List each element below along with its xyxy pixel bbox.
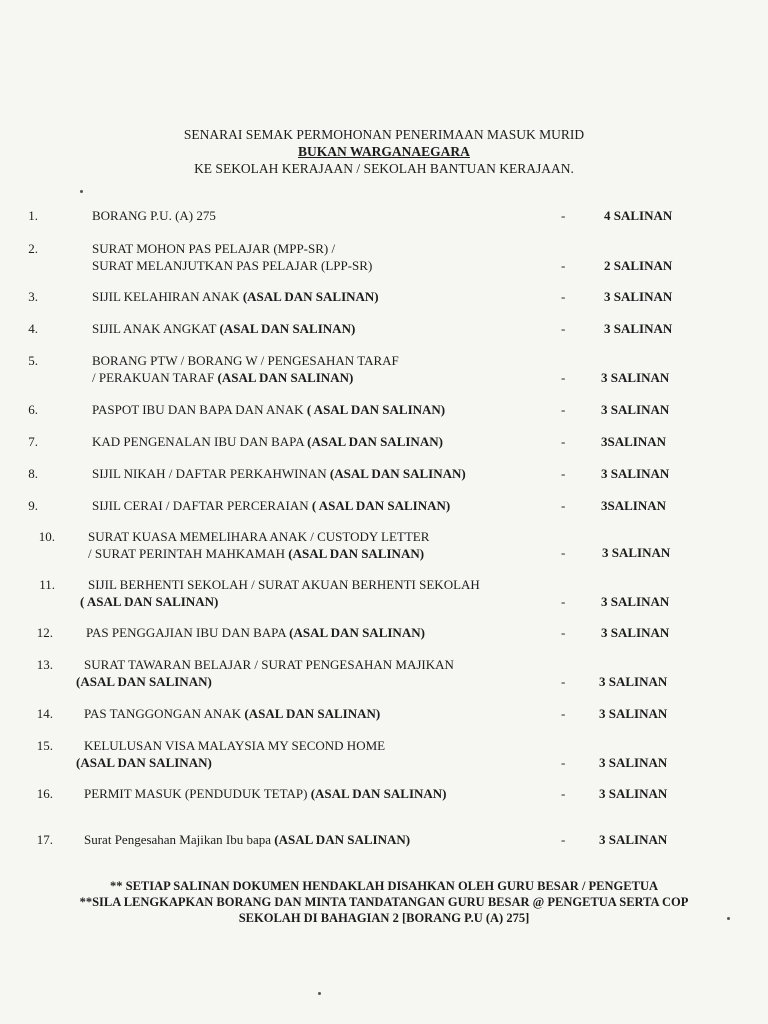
item-line-2	[88, 546, 424, 562]
item-line-2	[76, 674, 212, 690]
item-text: BORANG PTW / BORANG W / PENGESAHAN TARAF	[92, 353, 399, 368]
item-copies: 3 SALINAN	[601, 402, 670, 417]
item-copies: 3 SALINAN	[601, 594, 670, 609]
item-copies: 2 SALINAN	[604, 258, 673, 273]
item-line-1	[92, 466, 466, 482]
item-dash: -	[561, 755, 566, 770]
item-copies: 3 SALINAN	[604, 321, 673, 336]
item-copies: 3SALINAN	[601, 498, 667, 513]
item-dash: -	[561, 370, 566, 385]
footer-note-1: ** SETIAP SALINAN DOKUMEN HENDAKLAH DISAHKAN OLEH GURU BESAR / PENGETUA	[110, 879, 658, 893]
item-number: 12.	[36, 625, 53, 640]
footer-note-3: SEKOLAH DI BAHAGIAN 2 [BORANG P.U (A) 275]	[238, 911, 530, 925]
item-text: BORANG P.U. (A) 275	[92, 208, 216, 223]
item-line-1	[84, 832, 410, 848]
item-line-1	[92, 498, 450, 514]
item-text: SIJIL CERAI / DAFTAR PERCERAIAN	[92, 498, 312, 513]
header-scope: KE SEKOLAH KERAJAAN / SEKOLAH BANTUAN KERAJAAN.	[194, 161, 574, 176]
item-copies: 3 SALINAN	[601, 466, 670, 481]
item-number: 4.	[28, 321, 38, 336]
item-original-and-copy-note: (ASAL DAN SALINAN)	[329, 466, 466, 481]
item-line-1	[88, 529, 429, 545]
item-text: SIJIL ANAK ANGKAT	[92, 321, 220, 336]
item-line-1	[92, 402, 445, 418]
item-number: 13.	[36, 657, 53, 672]
item-number: 17.	[36, 832, 53, 847]
document-header	[0, 126, 768, 177]
item-number: 15.	[36, 738, 53, 753]
item-number: 2.	[28, 241, 38, 256]
item-dash: -	[561, 706, 566, 721]
item-number: 1.	[28, 208, 38, 223]
item-line-1	[92, 434, 443, 450]
item-copies: 3 SALINAN	[604, 289, 673, 304]
item-original-and-copy-note: ( ASAL DAN SALINAN)	[80, 594, 219, 609]
item-dash: -	[561, 498, 566, 513]
item-text: SURAT TAWARAN BELAJAR / SURAT PENGESAHAN MAJIKAN	[84, 657, 454, 672]
item-original-and-copy-note: (ASAL DAN SALINAN)	[289, 625, 425, 640]
scan-speck	[80, 190, 83, 193]
item-number: 14.	[36, 706, 53, 721]
item-line-1	[84, 738, 385, 754]
item-original-and-copy-note: (ASAL DAN SALINAN)	[217, 370, 354, 385]
document-footer	[0, 878, 768, 926]
scan-speck	[727, 917, 730, 920]
item-number: 11.	[39, 577, 55, 592]
item-copies: 3 SALINAN	[599, 786, 668, 801]
item-line-1	[84, 786, 447, 802]
item-number: 16.	[36, 786, 53, 801]
item-dash: -	[561, 832, 566, 847]
item-dash: -	[561, 434, 566, 449]
item-text: / PERAKUAN TARAF	[92, 370, 218, 385]
item-text: SIJIL NIKAH / DAFTAR PERKAHWINAN	[92, 466, 330, 481]
item-line-1	[88, 577, 480, 593]
item-dash: -	[561, 594, 566, 609]
item-copies: 3 SALINAN	[599, 706, 668, 721]
item-line-2	[80, 594, 218, 610]
item-copies: 3 SALINAN	[602, 545, 671, 560]
item-line-1	[92, 241, 335, 257]
item-dash: -	[561, 321, 566, 336]
item-dash: -	[561, 402, 566, 417]
item-dash: -	[561, 545, 566, 560]
item-text: SURAT KUASA MEMELIHARA ANAK / CUSTODY LETTER	[88, 529, 430, 544]
item-text: SURAT MOHON PAS PELAJAR (MPP-SR) /	[92, 241, 336, 256]
item-original-and-copy-note: (ASAL DAN SALINAN)	[76, 674, 212, 689]
item-copies: 3 SALINAN	[599, 755, 668, 770]
item-text: PAS TANGGONGAN ANAK	[84, 706, 245, 721]
item-original-and-copy-note: ( ASAL DAN SALINAN)	[306, 402, 446, 417]
item-text: KELULUSAN VISA MALAYSIA MY SECOND HOME	[84, 738, 386, 753]
item-number: 8.	[28, 466, 38, 481]
item-original-and-copy-note: (ASAL DAN SALINAN)	[307, 434, 443, 449]
item-line-1	[92, 289, 379, 305]
item-dash: -	[561, 466, 566, 481]
item-copies: 3 SALINAN	[599, 832, 668, 847]
item-number: 3.	[28, 289, 38, 304]
item-line-1	[92, 208, 216, 224]
item-dash: -	[561, 786, 566, 801]
item-original-and-copy-note: (ASAL DAN SALINAN)	[219, 321, 356, 336]
item-line-1	[84, 706, 380, 722]
item-number: 5.	[28, 353, 38, 368]
footer-note-2: **SILA LENGKAPKAN BORANG DAN MINTA TANDATANGAN GURU BESAR @ PENGETUA SERTA COP	[79, 895, 689, 909]
item-text: KAD PENGENALAN IBU DAN BAPA	[92, 434, 308, 449]
item-copies: 3 SALINAN	[601, 625, 670, 640]
scan-speck	[318, 992, 321, 995]
item-original-and-copy-note: ( ASAL DAN SALINAN)	[311, 498, 451, 513]
item-dash: -	[561, 258, 566, 273]
item-text: Surat Pengesahan Majikan Ibu bapa	[84, 832, 275, 847]
item-number: 6.	[28, 402, 38, 417]
item-number: 7.	[28, 434, 38, 449]
item-original-and-copy-note: (ASAL DAN SALINAN)	[76, 755, 212, 770]
item-original-and-copy-note: (ASAL DAN SALINAN)	[310, 786, 447, 801]
item-dash: -	[561, 289, 566, 304]
item-copies: 4 SALINAN	[604, 208, 673, 223]
item-line-2	[92, 258, 372, 274]
item-text: PAS PENGGAJIAN IBU DAN BAPA	[86, 625, 290, 640]
item-text: PERMIT MASUK (PENDUDUK TETAP)	[84, 786, 311, 801]
header-title: SENARAI SEMAK PERMOHONAN PENERIMAAN MASUK MURID	[183, 127, 585, 142]
item-dash: -	[561, 208, 566, 223]
item-copies: 3SALINAN	[601, 434, 667, 449]
item-line-1	[86, 625, 425, 641]
item-dash: -	[561, 674, 566, 689]
item-original-and-copy-note: (ASAL DAN SALINAN)	[288, 546, 425, 561]
item-number: 9.	[28, 498, 38, 513]
item-text: SIJIL KELAHIRAN ANAK	[92, 289, 243, 304]
item-original-and-copy-note: (ASAL DAN SALINAN)	[244, 706, 381, 721]
item-line-1	[84, 657, 454, 673]
item-original-and-copy-note: (ASAL DAN SALINAN)	[274, 832, 411, 847]
item-copies: 3 SALINAN	[599, 674, 668, 689]
item-line-2	[92, 370, 353, 386]
item-original-and-copy-note: (ASAL DAN SALINAN)	[242, 289, 379, 304]
item-dash: -	[561, 625, 566, 640]
item-line-1	[92, 353, 399, 369]
item-text: PASPOT IBU DAN BAPA DAN ANAK	[92, 402, 307, 417]
item-line-2	[76, 755, 212, 771]
item-text: / SURAT PERINTAH MAHKAMAH	[88, 546, 289, 561]
item-line-1	[92, 321, 355, 337]
header-subtitle: BUKAN WARGANAEGARA	[298, 144, 470, 159]
item-text: SURAT MELANJUTKAN PAS PELAJAR (LPP-SR)	[92, 258, 373, 273]
item-number: 10.	[38, 529, 55, 544]
item-copies: 3 SALINAN	[601, 370, 670, 385]
item-text: SIJIL BERHENTI SEKOLAH / SURAT AKUAN BERHENTI SEKOLAH	[88, 577, 480, 592]
